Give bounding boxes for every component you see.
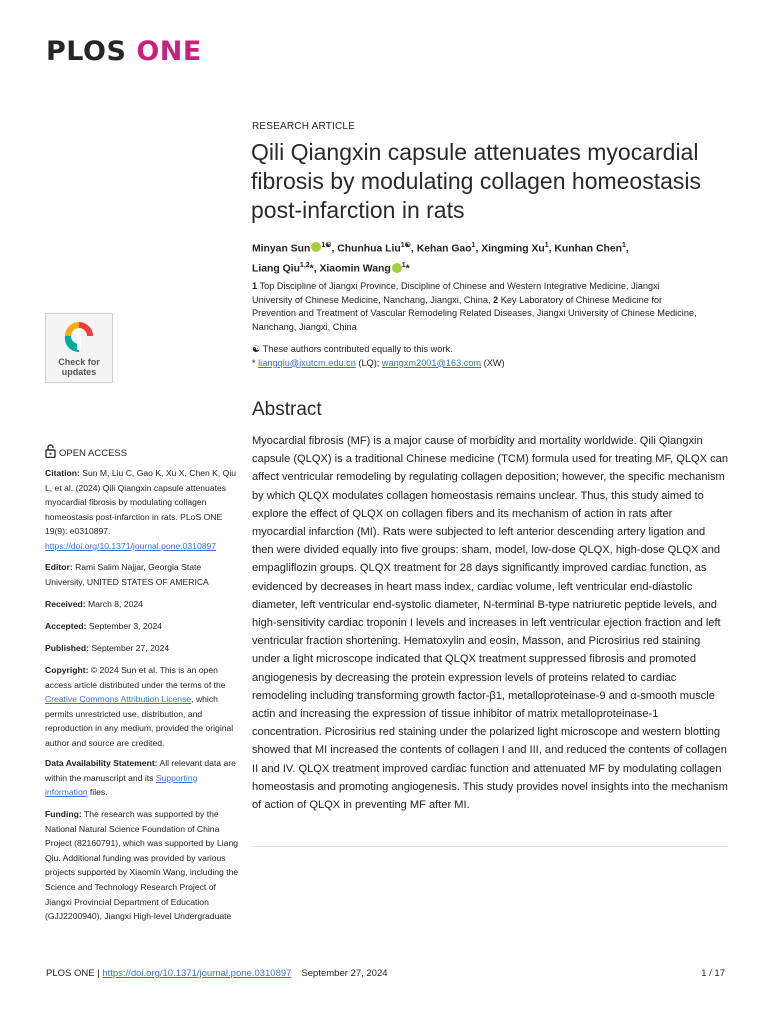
- editor-label: Editor:: [45, 562, 73, 572]
- orcid-icon[interactable]: [392, 263, 402, 273]
- published-label: Published:: [45, 643, 89, 653]
- copyright-block: [45, 663, 240, 751]
- data-availability-label: Data Availability Statement:: [45, 758, 158, 768]
- affiliations: [252, 280, 702, 334]
- footer-doi-link[interactable]: https://doi.org/10.1371/journal.pone.0310897: [102, 968, 292, 979]
- email-link[interactable]: wangxm2001@163.com: [381, 357, 482, 368]
- copyright-text: © 2024 Sun et al. This is an open access article distributed under the terms of the: [45, 665, 226, 690]
- author-sup: 1,2: [299, 262, 310, 270]
- editor-text: Rami Salim Najjar, Georgia State University, UNITED STATES OF AMERICA: [45, 562, 209, 587]
- author-name[interactable]: , Chunhua Liu: [331, 243, 401, 255]
- author-sup: 1☯: [321, 242, 332, 249]
- check-for-updates-button[interactable]: [45, 313, 113, 383]
- accepted-block: [45, 619, 240, 634]
- equal-contribution-note: ☯ These authors contributed equally to this work.: [252, 344, 453, 354]
- editor-block: [45, 560, 240, 589]
- funding-block: [45, 807, 240, 924]
- star-marker: *: [252, 357, 259, 368]
- citation-text: Sun M, Liu C, Gao K, Xu X, Chen K, Qiu L, et al. (2024) Qili Qiangxin capsule attenuates myocardial fibrosis by modulating collagen homeostasis post-infarction in rats. PLoS ONE 19(9): e0310897.: [45, 468, 237, 537]
- published-block: [45, 641, 240, 656]
- check-updates-icon: [63, 320, 95, 354]
- funding-text: The research was supported by the National Natural Science Foundation of China Project (82160791), which was supported by Liang Qiu. Additional funding was provided by various projects supported by Xiaomin Wang, including the Science and Technology Research Project of Jiangxi Provincial Department of Education (GJJ2200940), Jiangxi High-level Undergraduate: [45, 809, 239, 922]
- journal-logo: [46, 36, 202, 67]
- data-availability-text: files.: [87, 787, 108, 798]
- received-label: Received:: [45, 599, 86, 609]
- citation-label: Citation:: [45, 468, 80, 478]
- email-sep: (LQ);: [355, 357, 382, 368]
- copyright-text: , which permits unrestricted use, distribution, and reproduction in any medium, provided the original author and source are credited.: [45, 694, 234, 748]
- accepted-label: Accepted:: [45, 621, 87, 631]
- received-date: March 8, 2024: [85, 599, 143, 609]
- affiliation-text: Top Discipline of Jiangxi Province, Discipline of Chinese and Western Integrative Medicine, Jiangxi University of Chinese Medicine, Nanchang, Jiangxi, China,: [252, 281, 660, 305]
- data-availability-text: All relevant data are within the manuscript and its: [45, 758, 236, 783]
- author-name[interactable]: , Xingming Xu: [475, 243, 545, 255]
- citation-doi-link[interactable]: https://doi.org/10.1371/journal.pone.0310897: [45, 540, 217, 551]
- orcid-icon[interactable]: [311, 242, 321, 252]
- author-sup: 1: [471, 242, 476, 249]
- copyright-label: Copyright:: [45, 665, 89, 675]
- accepted-date: September 3, 2024: [86, 621, 163, 631]
- author-name[interactable]: Minyan Sun: [252, 243, 311, 255]
- page-number: 1 / 17: [701, 968, 725, 979]
- logo-plos: PLOS: [46, 36, 127, 67]
- data-availability-block: [45, 756, 240, 800]
- author-sup: 1☯: [400, 242, 411, 249]
- abstract-body: Myocardial fibrosis (MF) is a major cause of morbidity and mortality worldwide. Qili Qiangxin capsule (QLQX) is a traditional Chinese medicine (TCM) formula used for treating MF, QLQX can affect ventricular remodeling by regulating collagen deposition; however, the specific mechanism by which QLQX modulates collagen homeostasis remains unclear. Thus, this study aimed to explore the effect of QLQX on collagen fibers and its mechanism of action in rats after myocardial infarction (MI). Rats were subjected to left anterior descending artery ligation and then were divided equally into five groups: sham, model, low-dose QLQX, high-dose QLQX and empagliflozin groups. QLQX treatment for 28 days significantly improved cardiac function, as evidenced by decreases in heart mass index, cardiac volume, left ventricular end-diastolic diameter, left ventricular end-systolic diameter, N-terminal B-type natriuretic peptide levels, and high-sensitivity cardiac troponin I levels and increases in left ventricular ejection fraction and left ventricular fraction shortening. Hematoxylin and eosin, Masson, and Picrosirius red staining under a light microscope indicated that QLQX treatment suppressed fibrosis and promoted angiogenesis by decreasing the protein expression levels of proteins related to cardiac remodeling including transforming growth factor-β1, metalloproteinase-9 and α-smooth muscle actin and increasing the expression of tissue inhibitor of matrix metalloproteinase-1 concentration. Picrosirius red staining under the polarized light microscope and western blotting showed that MI increased the contents of collagen I and III, and reduced the contents of collagen II and IV. QLQX treatment improved cardiac function and attenuated MF by modulating collagen homeostasis and promoting angiogenesis. This study provides novel insights into the mechanism of action of QLQX in preventing MF after MI.: [252, 435, 728, 812]
- abstract-heading: Abstract: [252, 399, 322, 420]
- author-name[interactable]: , Xiaomin Wang: [313, 263, 391, 275]
- published-date: September 27, 2024: [88, 643, 170, 653]
- open-access-badge: [45, 444, 127, 459]
- citation-block: [45, 466, 240, 554]
- received-block: [45, 597, 240, 612]
- open-lock-icon: [45, 444, 56, 458]
- author-sup: 1: [621, 242, 626, 249]
- footer-journal: PLOS ONE: [46, 968, 95, 979]
- affiliation-number: 2: [493, 294, 499, 305]
- page-footer: [46, 968, 388, 979]
- correspondence-line: [252, 357, 702, 371]
- corresponding-star: *: [405, 263, 410, 275]
- email-end: (XW): [481, 357, 505, 368]
- footer-sep: |: [94, 968, 103, 979]
- affiliation-number: 1: [252, 281, 258, 291]
- supporting-info-link[interactable]: Supporting information: [45, 772, 198, 798]
- article-type: RESEARCH ARTICLE: [252, 121, 356, 132]
- author-notes: [252, 343, 702, 370]
- license-link[interactable]: Creative Commons Attribution License: [45, 694, 192, 705]
- email-link[interactable]: liangqiu@jxutcm.edu.cn: [258, 357, 356, 368]
- logo-one: ONE: [136, 36, 202, 67]
- corresponding-star: *: [309, 263, 314, 275]
- author-name[interactable]: , Kehan Gao: [410, 243, 472, 255]
- check-updates-label: Check for updates: [58, 357, 100, 377]
- author-sup: 1: [401, 262, 406, 270]
- divider: [252, 846, 728, 847]
- open-access-label: OPEN ACCESS: [59, 448, 128, 459]
- author-list: Minyan Sun $^{1☯}$, Chunhua Liu$^{1☯}$, Kehan Gao$^1$, Xingming Xu$^1$, Kunhan Chen$^1$, Liang Qiu$^{1,2}$*, Xiaomin Wang $^1$*: [252, 242, 629, 275]
- author-name[interactable]: Liang Qiu: [252, 263, 300, 275]
- affiliation-text: Key Laboratory of Chinese Medicine for Prevention and Treatment of Vascular Remodeling Related Diseases, Jiangxi University of Chinese Medicine, Nanchang, Jiangxi, China: [252, 294, 697, 332]
- article-title: Qili Qiangxin capsule attenuates myocardial fibrosis by modulating collagen homeostasis post-infarction in rats: [251, 139, 702, 223]
- author-name[interactable]: , Kunhan Chen: [548, 243, 622, 255]
- footer-date: September 27, 2024: [301, 968, 388, 979]
- funding-label: Funding:: [45, 809, 82, 819]
- author-sup: 1: [544, 242, 549, 249]
